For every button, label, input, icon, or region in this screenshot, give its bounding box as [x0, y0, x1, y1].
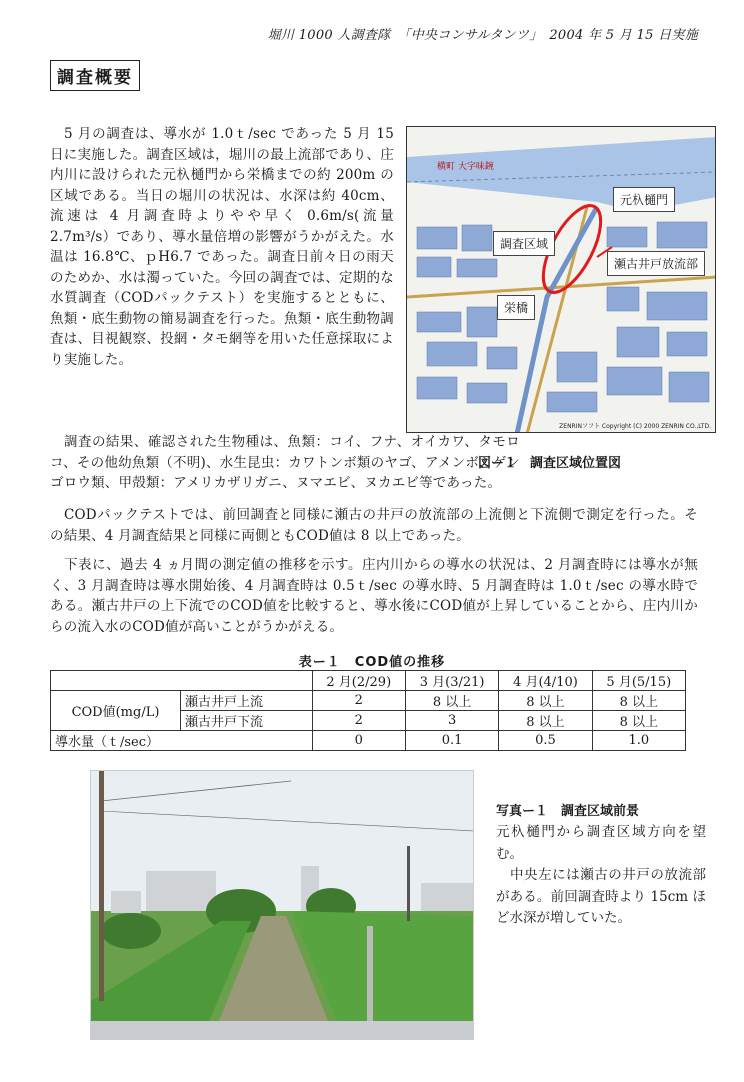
photo-caption	[496, 822, 706, 930]
table-cell: 0.5	[499, 731, 592, 751]
table-cell: 3	[405, 711, 498, 731]
row-group-label: COD値(mg/L)	[51, 691, 181, 731]
map-label-gate: 元杁樋門	[613, 187, 675, 212]
map-caption: 図ー１ 調査区域位置図	[478, 456, 622, 471]
map-label-outfall: 瀬古井戸放流部	[607, 251, 705, 276]
survey-area-map	[406, 126, 716, 433]
photo-caption-text: 中央左には瀬古の井戸の放流部がある。前回調査時より 15cm ほど水深が増していた。	[496, 867, 706, 926]
table-col-header: 5 月(5/15)	[592, 671, 685, 691]
row-label: 導水量（ｔ/sec）	[51, 731, 313, 751]
map-label-bridge: 栄橋	[497, 295, 535, 320]
table-col-header: 3 月(3/21)	[405, 671, 498, 691]
row-label: 瀬古井戸上流	[181, 691, 313, 711]
table-cell: 0	[312, 731, 405, 751]
table-cell: 2	[312, 711, 405, 731]
row-label: 瀬古井戸下流	[181, 711, 313, 731]
table-col-header: 2 月(2/29)	[312, 671, 405, 691]
table-cell: 1.0	[592, 731, 685, 751]
photo-caption-title: 写真ー１ 調査区域前景	[496, 804, 640, 819]
table-cell: 8 以上	[592, 691, 685, 711]
table-cell: 8 以上	[405, 691, 498, 711]
table-cell: 8 以上	[592, 711, 685, 731]
table-row	[51, 731, 686, 751]
page-header: 堀川 1000 人調査隊 「中央コンサルタンツ」 2004 年 5 月 15 日実施	[267, 28, 698, 43]
cod-table	[50, 670, 686, 751]
map-place-name: 横町 大字味鋺	[437, 162, 494, 172]
photo-caption-text: 元杁樋門から調査区域方向を望む。	[496, 824, 706, 862]
table-title: 表ー１ COD値の推移	[298, 655, 446, 670]
photo-graphic	[91, 771, 474, 1040]
table-cell: 8 以上	[499, 711, 592, 731]
trend-paragraph: 下表に、過去 4 ヵ月間の測定値の推移を示す。庄内川からの導水の状況は、2 月調査時には導水が無く、3 月調査時は導水開始後、4 月調査時は 0.5ｔ/sec の導水時、5 月調査時は 1.0ｔ/sec の導水時である。瀬古井戸の上下流でのCOD値を比較すると、導水後にCOD値が上昇していることから、庄内川からの流入水のCOD値が高いことがうかがえる。	[50, 557, 698, 635]
results-paragraph: 調査の結果、確認された生物種は、魚類：コイ、フナ、オイカワ、タモロコ、その他幼魚類（不明)、水生昆虫：カワトンボ類のヤゴ、アメンボ、ゲンゴロウ類、甲殻類：アメリカザリガニ、ヌマエビ、ヌカエビ等であった。	[50, 434, 520, 491]
map-label-area: 調査区域	[493, 231, 555, 256]
table-header-row	[51, 671, 686, 691]
section-title: 調査概要	[50, 60, 140, 91]
table-cell: 0.1	[405, 731, 498, 751]
site-photo	[90, 770, 474, 1040]
overview-paragraph: 5 月の調査は、導水が 1.0ｔ/sec であった 5 月 15 日に実施した。調査区域は，堀川の最上流部であり、庄内川に設けられた元杁樋門から栄橋までの約 200m の区域である。当日の堀川の状況は、水深は約 40cm、流速は 4 月調査時よりやや早く 0.6m/s(流量 2.7m³/s）であり、導水量倍増の影響がうかがえた。水温は 16.8℃、ｐH6.7 であった。調査日前々日の雨天のためか、水は濁っていた。今回の調査では、定期的な水質調査（CODパックテスト）を実施するとともに、魚類・底生動物の簡易調査を行った。魚類・底生動物調査は、目視観察、投網・タモ網等を用いた任意採取により実施した。	[50, 126, 394, 368]
map-credit: ZENRINソフト Copyright (C) 2000 ZENRIN CO.,LTD.	[559, 423, 711, 430]
cod-paragraph: CODパックテストでは、前回調査と同様に瀬古の井戸の放流部の上流側と下流側で測定を行った。その結果、4 月調査結果と同様に両側ともCOD値は 8 以上であった。	[50, 507, 698, 544]
table-cell: 2	[312, 691, 405, 711]
table-row	[51, 691, 686, 711]
table-cell: 8 以上	[499, 691, 592, 711]
table-corner	[51, 671, 313, 691]
map-graphic	[407, 127, 716, 433]
table-col-header: 4 月(4/10)	[499, 671, 592, 691]
